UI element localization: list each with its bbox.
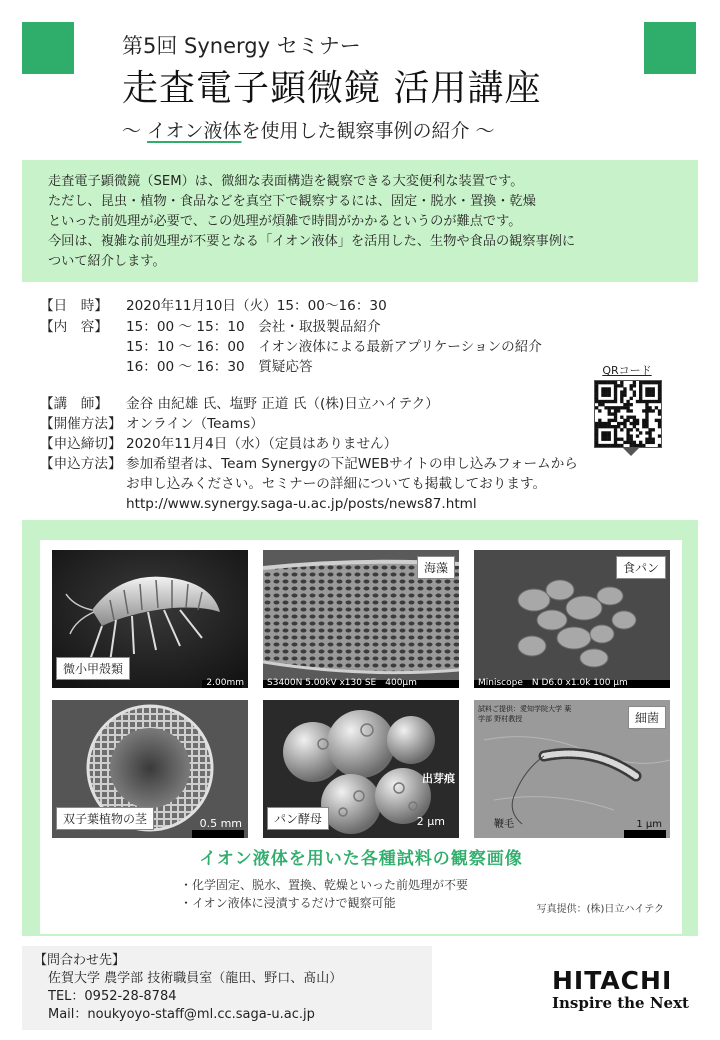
photo-bacteria bbox=[474, 700, 670, 838]
scale-bar-label: S3400N 5.00kV x130 SE 400μm bbox=[267, 678, 417, 688]
apply-url-link[interactable]: http://www.synergy.saga-u.ac.jp/posts/news87.html bbox=[126, 496, 477, 512]
page-title: 走査電子顕微鏡 活用講座 bbox=[122, 68, 542, 109]
photo-dicot-stem bbox=[52, 700, 248, 838]
gallery-caption: イオン液体を用いた各種試料の観察画像 bbox=[199, 849, 523, 869]
budding-scar-annotation: 出芽痕 bbox=[422, 772, 455, 785]
contact-tel: TEL：0952-28-8784 bbox=[48, 989, 177, 1004]
qr-label: QRコード bbox=[602, 364, 652, 377]
scale-bar-label: Miniscope N D6.0 x1.0k 100 μm bbox=[478, 678, 628, 688]
apply-line: 参加希望者は、Team Synergyの下記WEBサイトの申し込みフォームから bbox=[126, 456, 578, 472]
contact-mail-link[interactable]: Mail：noukyoyo-staff@ml.cc.saga-u.ac.jp bbox=[48, 1007, 315, 1022]
apply-line: お申し込みください。セミナーの詳細についても掲載しております。 bbox=[126, 476, 547, 492]
subtitle-prefix: ～ bbox=[122, 120, 148, 142]
scale-bar-label: 1 μm bbox=[636, 819, 662, 830]
apply-label: 【申込方法】 bbox=[40, 456, 122, 472]
intro-line: 今回は、複雑な前処理が不要となる「イオン液体」を活用した、生物や食品の観察事例に bbox=[48, 234, 576, 249]
sample-credit-text: 試料ご提供：愛知学院大学 薬学部 野村教授 bbox=[478, 705, 572, 723]
qr-code[interactable] bbox=[594, 380, 662, 448]
date-label: 【日 時】 bbox=[40, 298, 108, 314]
qr-pointer bbox=[623, 448, 639, 456]
intro-line: ついて紹介します。 bbox=[48, 254, 166, 269]
gallery-note: ・化学固定、脱水、置換、乾燥といった前処理が不要 bbox=[180, 878, 469, 892]
photo-tag: 食パン bbox=[616, 556, 666, 579]
scale-bar-label: 0.5 mm bbox=[199, 817, 242, 830]
photo-tag: 微小甲殻類 bbox=[56, 657, 130, 680]
method-label: 【開催方法】 bbox=[40, 416, 122, 432]
photo-bread-yeast bbox=[263, 700, 459, 838]
date-value: 2020年11月10日（火）15：00～16：30 bbox=[126, 298, 387, 314]
gallery-panel bbox=[40, 540, 682, 934]
lecturer-label: 【講 師】 bbox=[40, 396, 108, 412]
corner-square-left bbox=[22, 22, 74, 74]
intro-box bbox=[22, 160, 698, 282]
intro-line: といった前処理が必要で、この処理が煩雑で時間がかかるというのが難点です。 bbox=[48, 214, 522, 229]
seminar-number: 第5回 Synergy セミナー bbox=[122, 34, 361, 58]
gallery-section bbox=[22, 520, 698, 936]
scale-bar-label: 2.00mm bbox=[206, 678, 244, 688]
photo-tag: 細菌 bbox=[628, 706, 666, 729]
intro-line: 走査電子顕微鏡（SEM）は、微細な表面構造を観察できる大変便利な装置です。 bbox=[48, 174, 524, 189]
gallery-note: ・イオン液体に浸漬するだけで観察可能 bbox=[180, 896, 396, 910]
photo-tag: パン酵母 bbox=[267, 807, 329, 830]
scale-bar-label: 2 μm bbox=[416, 815, 445, 828]
photo-bread bbox=[474, 550, 670, 688]
lecturer-value: 金谷 由紀雄 氏、塩野 正道 氏（(株)日立ハイテク） bbox=[126, 396, 439, 412]
contact-box bbox=[22, 946, 432, 1030]
qr-code-icon bbox=[595, 381, 661, 447]
deadline-value: 2020年11月4日（水）（定員はありません） bbox=[126, 436, 398, 452]
photo-micro-crustacean bbox=[52, 550, 248, 688]
photo-seaweed bbox=[263, 550, 459, 688]
contact-org: 佐賀大学 農学部 技術職員室（龍田、野口、髙山） bbox=[48, 971, 343, 986]
gallery-notes bbox=[180, 876, 468, 912]
subtitle-highlight: イオン液体 bbox=[147, 120, 242, 142]
hitachi-logo: HITACHI bbox=[552, 966, 673, 995]
deadline-label: 【申込締切】 bbox=[40, 436, 122, 452]
flagellum-annotation: 鞭毛 bbox=[494, 819, 514, 830]
content-item: 15：10 ～ 16：00 イオン液体による最新アプリケーションの紹介 bbox=[126, 339, 542, 355]
content-label: 【内 容】 bbox=[40, 319, 108, 335]
content-item: 15：00 ～ 15：10 会社・取扱製品紹介 bbox=[126, 319, 381, 335]
page-subtitle bbox=[122, 116, 495, 143]
qr-code-block bbox=[588, 362, 666, 448]
subtitle-suffix: を使用した観察事例の紹介 ～ bbox=[241, 120, 495, 142]
method-value: オンライン（Teams） bbox=[126, 416, 264, 432]
intro-line: ただし、昆虫・植物・食品などを真空下で観察するには、固定・脱水・置換・乾燥 bbox=[48, 194, 536, 209]
hitachi-tagline: Inspire the Next bbox=[552, 994, 689, 1012]
contact-heading: 【問合わせ先】 bbox=[34, 953, 126, 968]
content-item: 16：00 ～ 16：30 質疑応答 bbox=[126, 359, 313, 375]
corner-square-right bbox=[644, 22, 696, 74]
photo-credit: 写真提供：(株)日立ハイテク bbox=[536, 904, 664, 915]
photo-tag: 双子葉植物の茎 bbox=[56, 807, 154, 830]
photo-tag: 海藻 bbox=[417, 556, 455, 579]
